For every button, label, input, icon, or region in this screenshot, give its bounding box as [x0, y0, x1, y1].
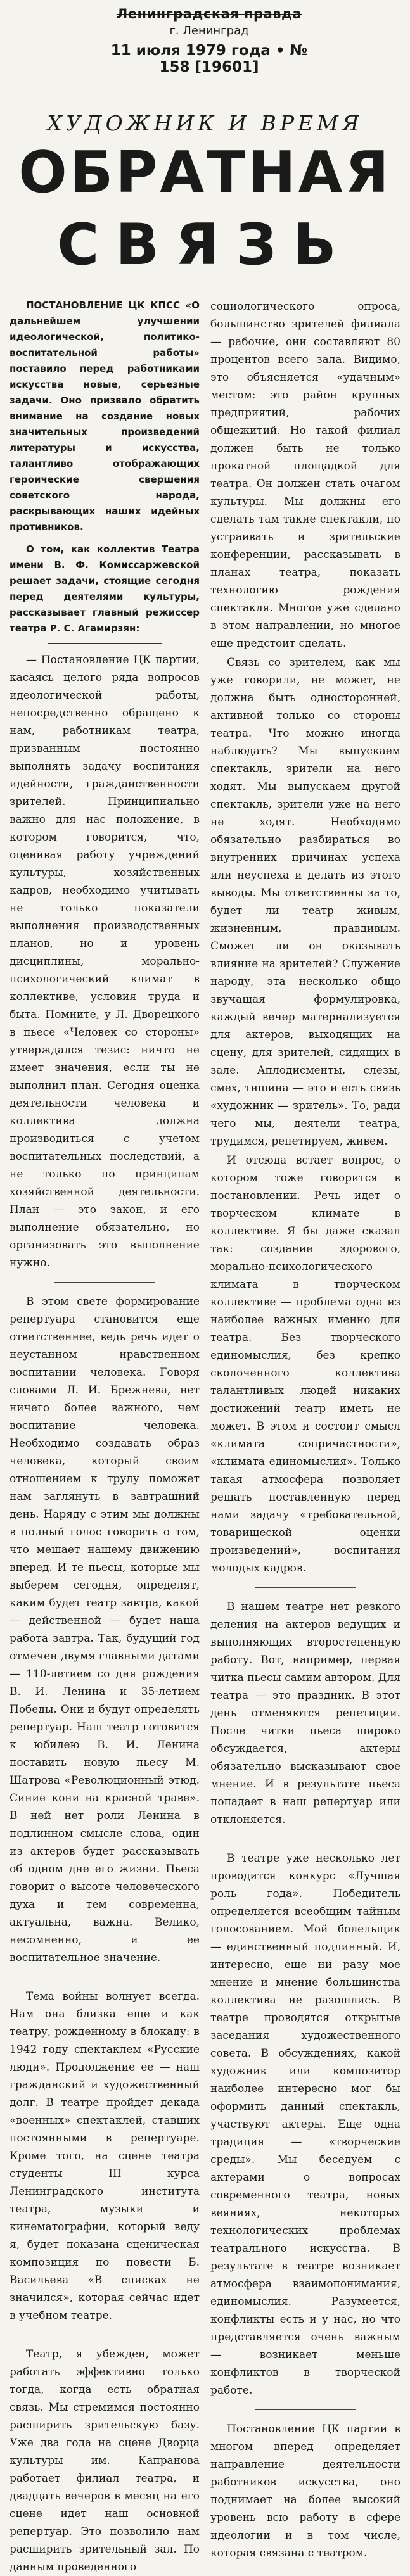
- body-paragraph: И отсюда встает вопрос, о котором тоже говорится в постановлении. Речь идет о творческом климате в коллективе. Я бы даже сказал так: создание здорового, морально-психологического климата в творческом коллективе — проблема одна из наиболее важных именно для театра. Без творческого единомыслия, без крепко сколоченного коллектива талантливых людей никаких достижений театр иметь не может. В этом и состоит смысл «климата сопричастности», «климата единомыслия». Только такая атмосфера позволяет решать поставленную перед нами задачу «требовательной, товарищеской оценки произведений», воспитания молодых кадров.: [210, 1154, 400, 1575]
- lead-divider: [48, 643, 162, 644]
- issue-date-line: 11 июля 1979 года • № 158 [19601]: [110, 42, 308, 75]
- body-paragraph: В театре уже несколько лет проводится конкурс «Лучшая роль года». Победитель определяется всеобщим тайным голосованием. Мой болельщик — единственный подлинный. И, интересно, еще ни разу мое мнение и мнение большинства коллектива не разошлись. В театре проводятся открытые заседания художественного совета. В обсуждениях, какой художник или композитор наиболее интересно мог бы оформить данный спектакль, участвуют актеры. Еще одна традиция — «творческие среды». Мы беседуем с актерами о вопросах современного театра, новых веяниях, некоторых технологических проблемах театрального искусства. В результате в театре возникает атмосфера взаимопонимания, единомыслия. Разумеется, конфликты есть и у нас, но что представляется очень важным — возникает меньше конфликтов в творческой работе.: [210, 1852, 400, 2397]
- section-divider: [255, 2409, 356, 2410]
- body-paragraph: Театр, я убежден, может работать эффективно только тогда, когда есть обратная связь. Мы стремимся постоянно расширить зрительскую базу. Уже два года на сцене Дворца культуры им. Капранова работает филиал театра, и двадцать вечеров в месяц на его сцене идет наш основной репертуар. Это позволило нам расширить зрительный зал. По данным проведенного: [10, 2348, 200, 2573]
- body-paragraph: Постановление ЦК партии в многом вперед определяет направление деятельности работников искусства, оно поднимает на более высокий уровень всю работу в сфере идеологии и в том числе, которая связана с театром.: [210, 2423, 400, 2560]
- body-paragraph: В этом свете формирование репертуара становится еще ответственнее, ведь речь идет о неустанном нравственном воспитании человека. Говоря словами Л. И. Брежнева, нет ничего более важного, чем воспитание человека. Необходимо создавать образ человека, который своим отношением к труду поможет нам заглянуть в завтрашний день. Наряду с этим мы должны в полный голос говорить о том, что мешает нашему движению вперед. И те пьесы, которые мы выберем сегодня, определят, каким будет театр завтра, какой — действенной — будет наша работа завтра. Так, будущий год отмечен двумя главными датами — 110-летием со дня рождения В. И. Ленина и 35-летием Победы. Они и будут определять репертуар. Наш театр готовится к юбилею В. И. Ленина поставить новую пьесу М. Шатрова «Революционный этюд. Синие кони на красной траве». В ней нет роли Ленина в подлинном смысле слова, один из актеров будет рассказывать об одном дне его жизни. Пьеса говорит о высоте человеческого духа и тем современна, актуальна, важна. Велико, несомненно, и ее воспитательное значение.: [10, 1295, 200, 1964]
- headline-line-1: ОБРАТНАЯ: [18, 139, 392, 206]
- section-rubric: ХУДОЖНИК И ВРЕМЯ: [47, 111, 363, 136]
- body-paragraph: социологического опроса, большинство зрителей филиала — рабочие, они составляют 80 процентов всего зала. Видимо, это объясняется «удачным» местом: это район крупных предприятий, рабочих общежитий. Но такой филиал должен быть не только прокатной площадкой для театра. Он должен стать очагом культуры. Мы должны его сделать там такие спектакли, по устраивать и зрительские конференции, рассказывать в планах театра, показать технологию рождения спектакля. Многое уже сделано в этом направлении, но многое еще предстоит сделать.: [210, 300, 400, 650]
- section-divider: [255, 1587, 356, 1588]
- section-divider: [54, 1282, 155, 1283]
- lead-paragraph-decree: ПОСТАНОВЛЕНИЕ ЦК КПСС «О дальнейшем улучшении идеологической, политико-воспитательной работы» поставило перед работниками искусства новые, серьезные задачи. Оно призвало обратить внимание на создание новых значительных произведений литературы и искусства, талантливо отображающих героические свершения советского народа, раскрывающих наших идейных противников.: [10, 300, 200, 533]
- lead-block: [10, 298, 200, 637]
- body-paragraph: Тема войны волнует всегда. Нам она близка еще и как театру, рожденному в блокаду: в 1942 году спектаклем «Русские люди». Продолжение ее — наш гражданский и художественный долг. В театре пройдет декада «военных» спектаклей, ставших постоянными в репертуаре. Кроме того, на сцене театра студенты III курса Ленинградского института театра, музыки и кинематографии, который веду я, будет показана сценическая композиция по повести Б. Васильева «В списках не значился», которая сейчас идет в учебном театре.: [10, 1990, 200, 2322]
- city-line: г. Ленинград: [169, 24, 249, 37]
- paper-name: Ленинградская правда: [116, 6, 302, 22]
- left-column: [10, 298, 200, 2573]
- body-paragraph: В нашем театре нет резкого деления на актеров ведущих и выполняющих второстепенную работу. Вот, например, первая читка пьесы самим автором. Для театра — это праздник. В этот день отменяются репетиции. После читки пьеса широко обсуждается, актеры обязательно высказывают свое мнение. И в результате пьеса попадает в наш репертуар или отклоняется.: [210, 1601, 400, 1826]
- body-paragraph: Связь со зрителем, как мы уже говорили, не может, не должна быть односторонней, активной только со стороны театра. Что можно иногда наблюдать? Мы выпускаем спектакль, зрители на него ходят. Мы выпускаем другой спектакль, зрители уже на него не ходят. Необходимо обязательно разбираться во внутренних причинах успеха или неуспеха и делать из этого выводы. Мы ответственны за то, будет ли театр живым, жизненным, правдивым. Сможет ли он оказывать влияние на зрителей? Служение народу, эта несколько общо звучащая формулировка, каждый вечер материализуется для актеров, выходящих на сцену, для зрителей, сидящих в зале. Аплодисменты, слезы, смех, тишина — это и есть связь «художник — зритель». То, ради чего мы, деятели театра, трудимся, репетируем, живем.: [210, 656, 400, 1148]
- right-column: [210, 298, 400, 2560]
- lead-paragraph-intro: О том, как коллектив Театра имени В. Ф. Комиссаржевской решает задачи, стоящие сегодня перед деятелями культуры, рассказывает главный режиссер театра Р. С. Агамирзян:: [10, 543, 200, 634]
- body-paragraph: — Постановление ЦК партии, касаясь целого ряда вопросов идеологической работы, непосредственно обращено к нам, работникам театра, призванным постоянно выполнять задачу воспитания идейности, гражданственности зрителей. Принципиально важно для нас положение, в котором говорится, что, оценивая работу учреждений культуры, хозяйственных кадров, необходимо учитывать не только показатели выполнения производственных планов, но и уровень дисциплины, морально-психологический климат в коллективе, условия труда и быта. Помните, у Л. Дворецкого в пьесе «Человек со стороны» утверждался тезис: ничто не имеет значения, если ты не выполнил план. Сегодня оценка деятельности человека и коллектива должна производиться с учетом воспитательных последствий, а не только по принципам хозяйственной деятельности. План — это закон, и его выполнение обязательно, но организовать это выполнение нужно.: [10, 654, 200, 1269]
- masthead: [95, 6, 323, 75]
- headline-line-2: СВЯЗЬ: [57, 212, 353, 278]
